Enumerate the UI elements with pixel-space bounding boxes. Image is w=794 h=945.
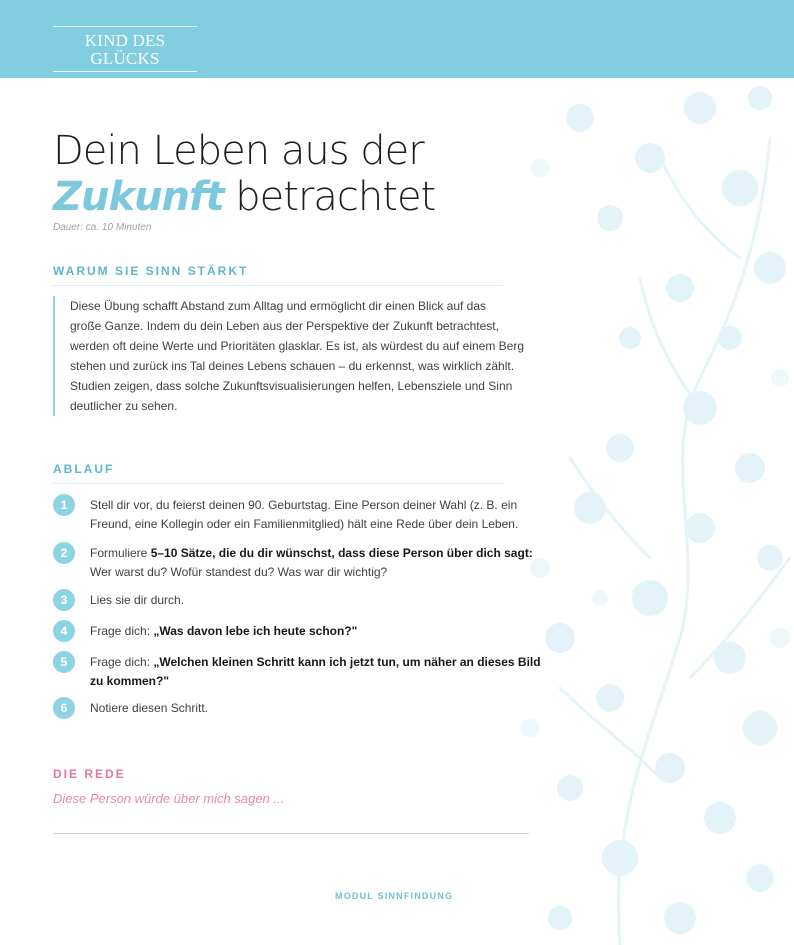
step-number-badge: 1 [53, 494, 75, 516]
title-accent-word: Zukunft [53, 174, 224, 220]
quote-line: Diese Übung schafft Abstand zum Alltag und ermöglicht dir einen Blick auf das [70, 299, 487, 313]
step-text: Notiere diesen Schritt. [90, 701, 209, 715]
logo-bottom-rule [53, 71, 197, 72]
step-line: Wer warst du? Wofür standest du? Was war dir wichtig? [90, 565, 388, 579]
step-number-badge: 6 [53, 697, 75, 719]
footer-module-label: MODUL SINNFINDUNG [335, 891, 454, 901]
quote-line: stehen und zurück ins Tal deines Lebens schauen – du erkennst, was wirklich zählt. [70, 359, 515, 373]
step-number-badge: 2 [53, 542, 75, 564]
page-title [53, 128, 435, 220]
step-text [90, 622, 542, 641]
section-heading-ablauf: ABLAUF [53, 462, 503, 484]
step-emphasis: zu kommen?" [90, 674, 170, 688]
section-heading-warum: WARUM SIE SINN STÄRKT [53, 264, 503, 286]
step-text [90, 544, 542, 582]
step-emphasis: „Was davon lebe ich heute schon?" [153, 624, 358, 638]
section-heading-rede: DIE REDE [53, 767, 126, 781]
rede-writing-line[interactable] [53, 833, 529, 834]
header-bar [0, 0, 794, 78]
brand-logo [53, 26, 197, 72]
title-rest: betrachtet [235, 174, 436, 220]
quote-line: werden oft deine Werte und Prioritäten glasklar. Es ist, als würdest du auf einem Berg [70, 339, 525, 353]
quote-line: Studien zeigen, dass solche Zukunftsvisualisierungen helfen, Lebensziele und Sinn [70, 379, 513, 393]
step-line: Freund, eine Kollegin oder ein Familienmitglied) hält eine Rede über dein Leben. [90, 517, 519, 531]
title-line-2 [53, 174, 435, 220]
step-emphasis: „Welchen kleinen Schritt kann ich jetzt tun, um näher an dieses Bild [153, 655, 541, 669]
step-lead-text: Frage dich: [90, 655, 154, 669]
step-number-badge: 4 [53, 620, 75, 642]
step-number-badge: 3 [53, 589, 75, 611]
step-text [90, 653, 542, 691]
step-line [90, 544, 542, 563]
step-number-badge: 5 [53, 651, 75, 673]
quote-line: deutlicher zu sehen. [70, 399, 178, 413]
step-text [90, 496, 542, 534]
rede-prompt: Diese Person würde über mich sagen ... [53, 791, 285, 806]
brand-name: KIND DES GLÜCKS [84, 31, 166, 68]
title-line-1: Dein Leben aus der [53, 128, 424, 174]
warum-quote-block [53, 296, 562, 416]
step-line [90, 653, 542, 672]
duration-note: Dauer: ca. 10 Minuten [53, 222, 152, 233]
step-lead-text: Frage dich: [90, 624, 154, 638]
step-line: Stell dir vor, du feierst deinen 90. Geburtstag. Eine Person deiner Wahl (z. B. ein [90, 498, 518, 512]
quote-line: große Ganze. Indem du dein Leben aus der Perspektive der Zukunft betrachtest, [70, 319, 499, 333]
step-lead-text: Formuliere [90, 546, 151, 560]
step-line [90, 672, 542, 691]
floral-decoration [500, 78, 794, 945]
step-emphasis: 5–10 Sätze, die du dir wünschst, dass diese Person über dich sagt: [150, 546, 533, 560]
step-text: Lies sie dir durch. [90, 593, 185, 607]
